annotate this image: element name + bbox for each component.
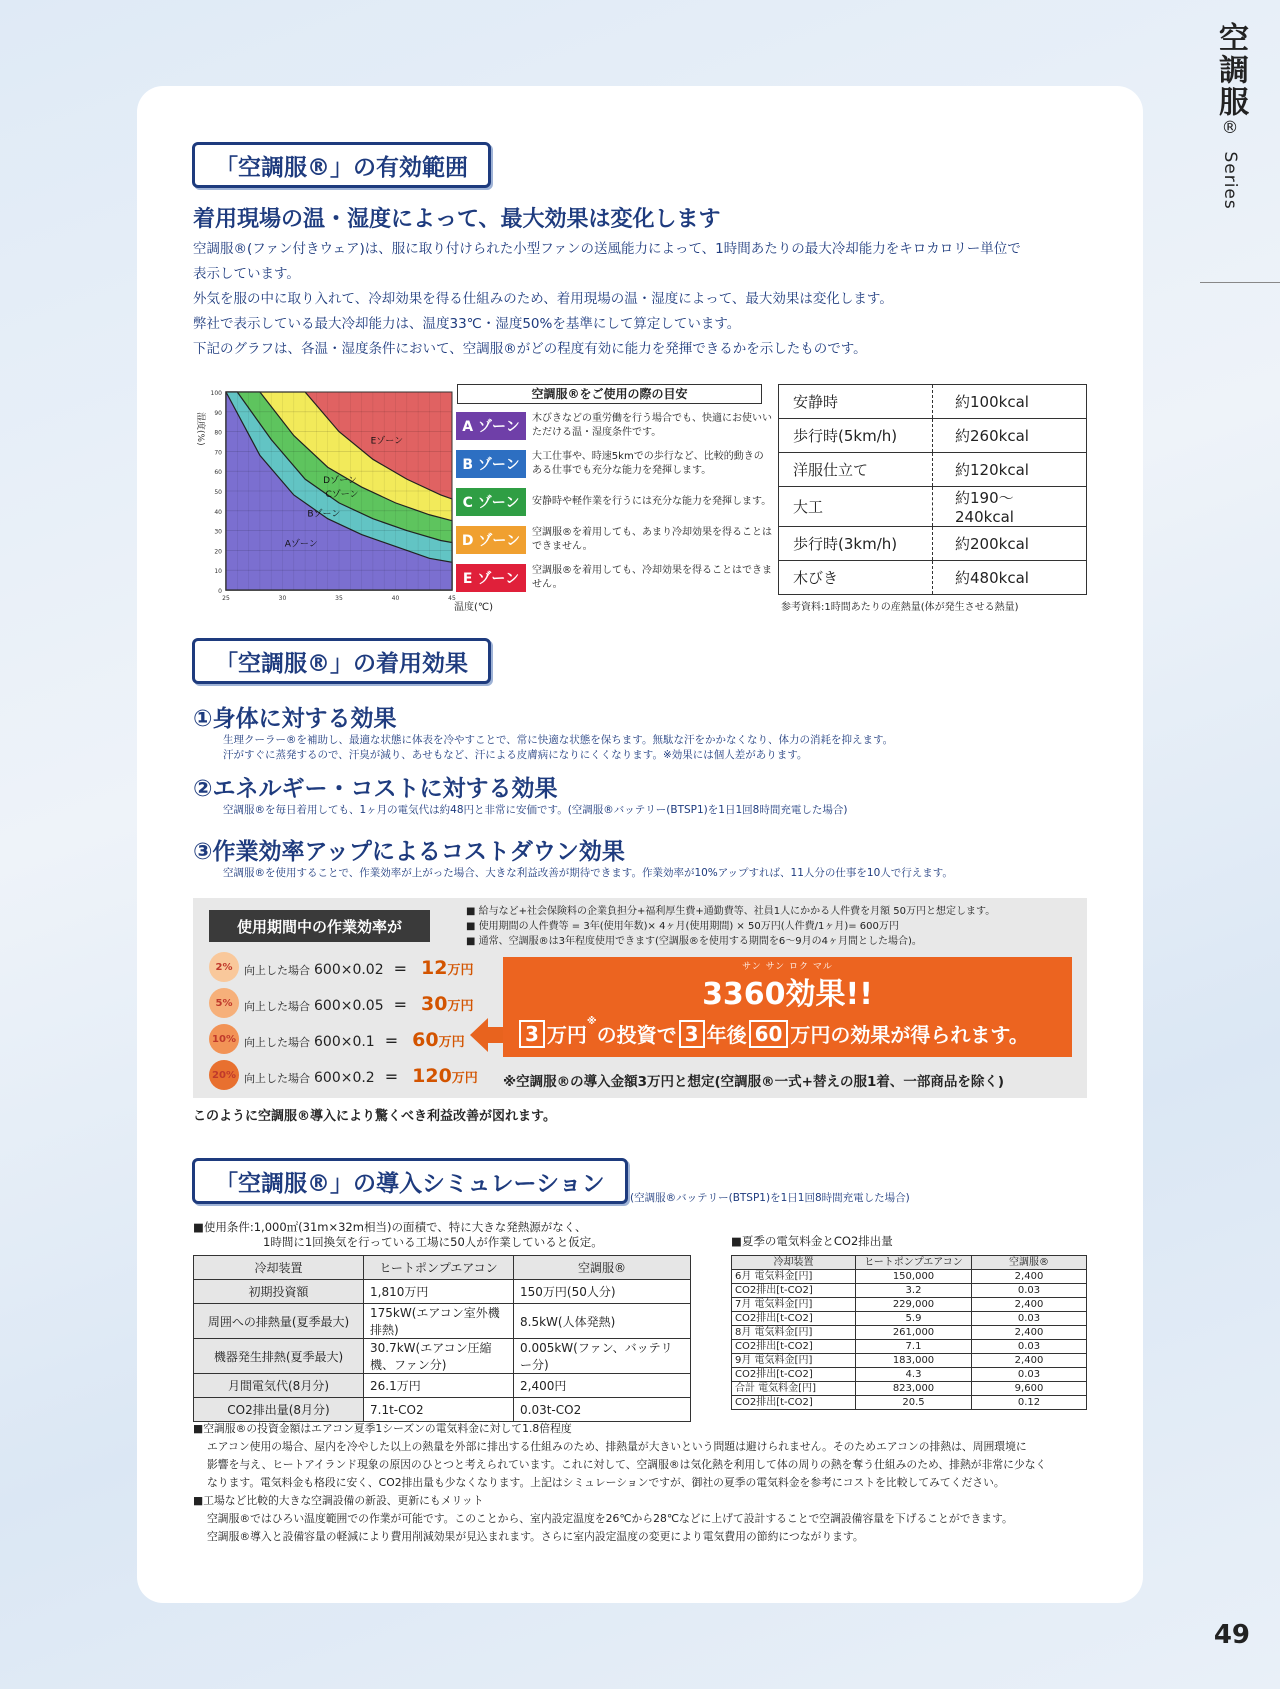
percent-circle: 20% bbox=[209, 1060, 239, 1090]
row-result bbox=[421, 957, 473, 979]
para-line: 弊社で表示している最大冷却能力は、温度33℃・湿度50%を基準にして算定しています。 bbox=[193, 316, 741, 332]
table-cell: 0.03t-CO2 bbox=[514, 1398, 691, 1422]
y-tick-label: 100 bbox=[210, 390, 222, 397]
banner-text: 年後 bbox=[706, 1023, 747, 1047]
activity-cell: 木びき bbox=[779, 561, 933, 595]
y-tick-label: 0 bbox=[218, 588, 222, 595]
table-row bbox=[732, 1270, 1087, 1284]
table-row bbox=[732, 1312, 1087, 1326]
table-row bbox=[732, 1298, 1087, 1312]
table-cell: 0.03 bbox=[972, 1340, 1087, 1354]
table-cell: 2,400 bbox=[972, 1354, 1087, 1368]
table-cell: 229,000 bbox=[856, 1298, 972, 1312]
zone-badge: B ゾーン bbox=[456, 450, 526, 478]
result-number: 120 bbox=[412, 1065, 452, 1087]
table-row bbox=[194, 1374, 691, 1398]
zone-badge: D ゾーン bbox=[456, 526, 526, 554]
section3-heading: 「空調服®」の導入シミュレーション bbox=[192, 1158, 628, 1204]
table-cell: 823,000 bbox=[856, 1382, 972, 1396]
table-cell: 合計 電気料金[円] bbox=[732, 1382, 856, 1396]
y-tick-label: 90 bbox=[214, 409, 222, 417]
note-line: ■ 給与など+社会保険料の企業負担分+福利厚生費+通勤費等、社員1人にかかる人件費を月額 50万円と想定します。 bbox=[466, 906, 996, 917]
summer-title: ■夏季の電気料金とCO2排出量 bbox=[731, 1234, 893, 1248]
para-line: 空調服®(ファン付きウェア)は、服に取り付けられた小型ファンの送風能力によって、1時間あたりの最大冷却能力をキロカロリー単位で bbox=[193, 241, 1021, 257]
row-text: 向上した場合 bbox=[244, 964, 310, 977]
table-cell: 4.3 bbox=[856, 1368, 972, 1382]
effect-title: ②エネルギー・コストに対する効果 bbox=[193, 776, 558, 802]
zone-description: 空調服®を着用しても、冷却効果を得ることはできません。 bbox=[532, 565, 772, 590]
result-number: 30 bbox=[421, 993, 448, 1015]
table-row bbox=[732, 1382, 1087, 1396]
zone-description: 大工仕事や、時速5kmでの歩行など、比較的動きのある仕事でも充分な能力を発揮します。 bbox=[532, 451, 764, 476]
section3-note: (空調服®バッテリー(BTSP1)を1日1回8時間充電した場合) bbox=[630, 1192, 910, 1204]
table-cell: 5.9 bbox=[856, 1312, 972, 1326]
table-cell: 0.12 bbox=[972, 1396, 1087, 1410]
row-formula: 600×0.05 bbox=[314, 998, 384, 1014]
table-cell: 0.03 bbox=[972, 1284, 1087, 1298]
banner-number: 60 bbox=[749, 1020, 789, 1048]
y-tick-label: 50 bbox=[214, 489, 222, 496]
y-tick-label: 60 bbox=[214, 469, 222, 477]
bottom-line: エアコン使用の場合、屋内を冷やした以上の熱量を外部に排出する仕組みのため、排熱量が大きいという問題は避けられません。そのためエアコンの排熱は、周囲環境に bbox=[207, 1440, 1027, 1453]
chart-xlabel: 温度(℃) bbox=[454, 602, 494, 613]
banner-number: 3 bbox=[519, 1020, 545, 1048]
section2-heading: 「空調服®」の着用効果 bbox=[192, 638, 491, 684]
table-row bbox=[732, 1396, 1087, 1410]
zone-label: Bゾーン bbox=[307, 509, 341, 520]
zone-label: Aゾーン bbox=[284, 539, 318, 550]
table-cell: 周囲への排熱量(夏季最大) bbox=[194, 1304, 364, 1339]
table-cell: 150,000 bbox=[856, 1270, 972, 1284]
table-row bbox=[732, 1326, 1087, 1340]
efficiency-row bbox=[244, 1065, 478, 1087]
row-formula: 600×0.1 bbox=[314, 1034, 375, 1050]
table-cell: 8.5kW(人体発熱) bbox=[514, 1304, 691, 1339]
heat-note: 参考資料:1時間あたりの産熱量(体が発生させる熱量) bbox=[781, 602, 1019, 613]
note-line: ■ 使用期間の人件費等 = 3年(使用年数)× 4ヶ月(使用期間) × 50万円(人件費/1ヶ月)= 600万円 bbox=[466, 921, 899, 932]
table-cell: 7.1t-CO2 bbox=[364, 1398, 514, 1422]
x-tick-label: 35 bbox=[335, 595, 343, 602]
row-equals: = bbox=[393, 995, 408, 1014]
table-cell: 9月 電気料金[円] bbox=[732, 1354, 856, 1368]
heat-table bbox=[778, 384, 1087, 595]
summer-header: ヒートポンプエアコン bbox=[856, 1256, 972, 1270]
row-text: 向上した場合 bbox=[244, 1072, 310, 1085]
table-cell: 150万円(50人分) bbox=[514, 1280, 691, 1304]
legend-zone-3 bbox=[456, 524, 772, 556]
activity-cell: 大工 bbox=[779, 487, 933, 527]
legend-zone-1 bbox=[456, 448, 772, 480]
table-cell: 30.7kW(エアコン圧縮機、ファン分) bbox=[364, 1339, 514, 1374]
banner-title: 3360効果!! bbox=[702, 977, 873, 1012]
sim-table bbox=[193, 1255, 691, 1422]
bottom-line: なります。電気料金も格段に安く、CO2排出量も少なくなります。上記はシミュレーションですが、御社の夏季の電気料金を参考にコストを比較してみてください。 bbox=[207, 1476, 1005, 1489]
table-cell: 機器発生排熱(夏季最大) bbox=[194, 1339, 364, 1374]
para-line: 表示しています。 bbox=[193, 266, 300, 282]
table-row bbox=[732, 1354, 1087, 1368]
y-tick-label: 70 bbox=[214, 449, 222, 457]
percent-circle: 10% bbox=[209, 1024, 239, 1054]
kcal-cell: 約480kcal bbox=[933, 561, 1087, 595]
bottom-line: ■空調服®の投資金額はエアコン夏季1シーズンの電気料金に対して1.8倍程度 bbox=[193, 1422, 572, 1435]
zone-label: Eゾーン bbox=[370, 436, 404, 447]
y-tick-label: 20 bbox=[214, 548, 222, 556]
effect-title: ①身体に対する効果 bbox=[193, 706, 397, 732]
table-row bbox=[779, 419, 1087, 453]
series-title: 空調服® Series bbox=[1213, 22, 1248, 210]
table-cell: 月間電気代(8月分) bbox=[194, 1374, 364, 1398]
table-cell: CO2排出量(8月分) bbox=[194, 1398, 364, 1422]
bottom-line: ■工場など比較的大きな空調設備の新設、更新にもメリット bbox=[193, 1494, 484, 1507]
chart-ylabel: 湿度(%) bbox=[195, 412, 205, 446]
zone-description: 安静時や軽作業を行うには充分な能力を発揮します。 bbox=[532, 496, 772, 507]
table-row bbox=[779, 527, 1087, 561]
kcal-cell: 約200kcal bbox=[933, 527, 1087, 561]
condition-line: ■使用条件:1,000㎡(31m×32m相当)の面積で、特に大きな発熱源がなく、 bbox=[193, 1220, 587, 1234]
zone-badge: E ゾーン bbox=[456, 564, 526, 592]
page-number: 49 bbox=[1213, 1620, 1250, 1650]
activity-cell: 洋服仕立て bbox=[779, 453, 933, 487]
x-tick-label: 40 bbox=[391, 595, 400, 602]
y-tick-label: 80 bbox=[214, 429, 222, 437]
percent-circle: 5% bbox=[209, 988, 239, 1018]
effect-3 bbox=[193, 833, 1093, 881]
table-row bbox=[194, 1398, 691, 1422]
summer-header: 冷却装置 bbox=[732, 1256, 856, 1270]
table-cell: 2,400 bbox=[972, 1326, 1087, 1340]
zone-badge: C ゾーン bbox=[456, 488, 526, 516]
row-equals: = bbox=[393, 959, 408, 978]
effect-2 bbox=[193, 770, 1093, 818]
legend-zone-0 bbox=[456, 410, 772, 442]
efficiency-row bbox=[244, 957, 474, 979]
y-tick-label: 40 bbox=[214, 508, 222, 516]
row-result bbox=[412, 1029, 464, 1051]
effect-1 bbox=[193, 700, 1093, 763]
arrow-left-icon bbox=[470, 1018, 506, 1052]
bottom-line: 空調服®導入と設備容量の軽減により費用削減効果が見込まれます。さらに室内設定温度の変更により電気費用の節約につながります。 bbox=[207, 1530, 864, 1543]
table-cell: 6月 電気料金[円] bbox=[732, 1270, 856, 1284]
x-tick-label: 45 bbox=[448, 595, 456, 602]
zone-chart bbox=[192, 384, 454, 614]
condition-line: 1時間に1回換気を行っている工場に50人が作業していると仮定。 bbox=[263, 1235, 603, 1249]
table-cell: 2,400 bbox=[972, 1270, 1087, 1284]
row-result bbox=[412, 1065, 478, 1087]
para-line: 外気を服の中に取り入れて、冷却効果を得る仕組みのため、着用現場の温・湿度によって、最大効果は変化します。 bbox=[193, 291, 893, 307]
table-row bbox=[779, 453, 1087, 487]
y-tick-label: 10 bbox=[214, 568, 222, 576]
summer-table bbox=[731, 1255, 1087, 1410]
table-cell: 0.005kW(ファン、バッテリー分) bbox=[514, 1339, 691, 1374]
note-line: ■ 通常、空調服®は3年程度使用できます(空調服®を使用する期間を6〜9月の4ヶ月間とした場合)。 bbox=[466, 936, 922, 947]
table-row bbox=[779, 561, 1087, 595]
zone-label: Cゾーン bbox=[325, 489, 359, 500]
table-cell: 175kW(エアコン室外機排熱) bbox=[364, 1304, 514, 1339]
table-cell: CO2排出[t-CO2] bbox=[732, 1340, 856, 1354]
banner-text: の投資で bbox=[596, 1023, 677, 1047]
banner-text: 万円の効果が得られます。 bbox=[790, 1023, 1029, 1047]
efficiency-row bbox=[244, 993, 474, 1015]
efficiency-notes bbox=[466, 904, 1086, 949]
banner-ruby: サン サン ロク マル bbox=[742, 962, 833, 972]
bottom-notes bbox=[193, 1420, 1098, 1546]
table-cell: 2,400円 bbox=[514, 1374, 691, 1398]
kcal-cell: 約190〜240kcal bbox=[933, 487, 1087, 527]
result-unit: 万円 bbox=[451, 1071, 478, 1086]
table-cell: 初期投資額 bbox=[194, 1280, 364, 1304]
y-tick-label: 30 bbox=[214, 528, 222, 536]
effect-line: 生理クーラー®を補助し、最適な状態に体表を冷やすことで、常に快適な状態を保ちます。無駄な汗をかかなくなり、体力の消耗を抑えます。 bbox=[223, 734, 894, 746]
bottom-line: 影響を与え、ヒートアイランド現象の原因のひとつと考えられています。これに対して、空調服®は気化熱を利用して体の周りの熱を奪う仕組みのため、排熱が非常に少なく bbox=[207, 1458, 1047, 1471]
row-formula: 600×0.2 bbox=[314, 1070, 375, 1086]
table-cell: 0.03 bbox=[972, 1368, 1087, 1382]
result-number: 60 bbox=[412, 1029, 439, 1051]
kcal-cell: 約100kcal bbox=[933, 385, 1087, 419]
table-cell: 20.5 bbox=[856, 1396, 972, 1410]
table-cell: 8月 電気料金[円] bbox=[732, 1326, 856, 1340]
sim-header: 空調服® bbox=[514, 1256, 691, 1280]
result-number: 12 bbox=[421, 957, 448, 979]
table-row bbox=[194, 1304, 691, 1339]
result-unit: 万円 bbox=[447, 999, 474, 1014]
row-equals: = bbox=[384, 1067, 399, 1086]
summer-header: 空調服® bbox=[972, 1256, 1087, 1270]
table-cell: 183,000 bbox=[856, 1354, 972, 1368]
zone-badge: A ゾーン bbox=[456, 412, 526, 440]
table-cell: 7月 電気料金[円] bbox=[732, 1298, 856, 1312]
efficiency-conclusion: このように空調服®導入により驚くべき利益改善が図れます。 bbox=[193, 1109, 556, 1124]
row-formula: 600×0.02 bbox=[314, 962, 384, 978]
zone-description: 木びきなどの重労働を行う場合でも、快適にお使いいただける温・湿度条件です。 bbox=[532, 413, 772, 438]
banner-message bbox=[517, 1016, 1029, 1048]
table-cell: 7.1 bbox=[856, 1340, 972, 1354]
table-row bbox=[194, 1339, 691, 1374]
section1-body bbox=[193, 237, 1093, 362]
table-row bbox=[732, 1340, 1087, 1354]
effect-line: 空調服®を使用することで、作業効率が上がった場合、大きな利益改善が期待できます。作業効率が10%アップすれば、11人分の仕事を10人で行えます。 bbox=[223, 867, 953, 879]
row-text: 向上した場合 bbox=[244, 1036, 310, 1049]
section1-heading: 「空調服®」の有効範囲 bbox=[192, 142, 491, 188]
zone-description: 空調服®を着用しても、あまり冷却効果を得ることはできません。 bbox=[532, 527, 772, 552]
table-row bbox=[779, 487, 1087, 527]
table-cell: 2,400 bbox=[972, 1298, 1087, 1312]
table-cell: 3.2 bbox=[856, 1284, 972, 1298]
kcal-cell: 約120kcal bbox=[933, 453, 1087, 487]
banner-number: 3 bbox=[679, 1020, 705, 1048]
legend-title: 空調服®をご使用の際の目安 bbox=[457, 384, 762, 404]
effect-line: 汗がすぐに蒸発するので、汗臭が減り、あせもなど、汗による皮膚病になりにくくなります。※効果には個人差があります。 bbox=[223, 749, 808, 761]
efficiency-label: 使用期間中の作業効率が bbox=[209, 910, 430, 942]
kcal-cell: 約260kcal bbox=[933, 419, 1087, 453]
percent-circle: 2% bbox=[209, 952, 239, 982]
result-unit: 万円 bbox=[438, 1035, 465, 1050]
table-cell: 9,600 bbox=[972, 1382, 1087, 1396]
side-divider bbox=[1200, 282, 1280, 283]
table-cell: 1,810万円 bbox=[364, 1280, 514, 1304]
x-tick-label: 30 bbox=[278, 595, 287, 602]
table-row bbox=[194, 1280, 691, 1304]
table-cell: 0.03 bbox=[972, 1312, 1087, 1326]
result-unit: 万円 bbox=[447, 963, 474, 978]
zone-label: Dゾーン bbox=[323, 476, 357, 487]
effect-title: ③作業効率アップによるコストダウン効果 bbox=[193, 839, 625, 865]
banner-text: 万円 bbox=[546, 1023, 587, 1047]
banner-footnote: ※空調服®の導入金額3万円と想定(空調服®一式+替えの服1着、一部商品を除く) bbox=[503, 1074, 1005, 1090]
section1-subheading: 着用現場の温・湿度によって、最大効果は変化します bbox=[193, 207, 721, 232]
table-cell: 261,000 bbox=[856, 1326, 972, 1340]
activity-cell: 歩行時(5km/h) bbox=[779, 419, 933, 453]
activity-cell: 安静時 bbox=[779, 385, 933, 419]
effect-line: 空調服®を毎日着用しても、1ヶ月の電気代は約48円と非常に安価です。(空調服®バッテリー(BTSP1)を1日1回8時間充電した場合) bbox=[223, 804, 848, 816]
bottom-line: 空調服®ではひろい温度範囲での作業が可能です。このことから、室内設定温度を26℃から28℃などに上げて設計することで空調設備容量を下げることができます。 bbox=[207, 1512, 1013, 1525]
row-result bbox=[421, 993, 473, 1015]
sim-header: ヒートポンプエアコン bbox=[364, 1256, 514, 1280]
table-row bbox=[779, 385, 1087, 419]
para-line: 下記のグラフは、各温・湿度条件において、空調服®がどの程度有効に能力を発揮できるかを示したものです。 bbox=[193, 341, 867, 357]
legend-zone-4 bbox=[456, 562, 772, 594]
table-cell: 26.1万円 bbox=[364, 1374, 514, 1398]
table-row bbox=[732, 1284, 1087, 1298]
row-text: 向上した場合 bbox=[244, 1000, 310, 1013]
table-cell: CO2排出[t-CO2] bbox=[732, 1312, 856, 1326]
table-cell: CO2排出[t-CO2] bbox=[732, 1284, 856, 1298]
legend-zone-2 bbox=[456, 486, 772, 518]
activity-cell: 歩行時(3km/h) bbox=[779, 527, 933, 561]
row-equals: = bbox=[384, 1031, 399, 1050]
table-row bbox=[732, 1368, 1087, 1382]
efficiency-row bbox=[244, 1029, 465, 1051]
table-cell: CO2排出[t-CO2] bbox=[732, 1368, 856, 1382]
x-tick-label: 25 bbox=[222, 595, 230, 602]
table-cell: CO2排出[t-CO2] bbox=[732, 1396, 856, 1410]
effect-banner bbox=[503, 957, 1072, 1057]
sim-header: 冷却装置 bbox=[194, 1256, 364, 1280]
sim-conditions bbox=[193, 1220, 603, 1250]
banner-mark: ※ bbox=[586, 1016, 597, 1027]
